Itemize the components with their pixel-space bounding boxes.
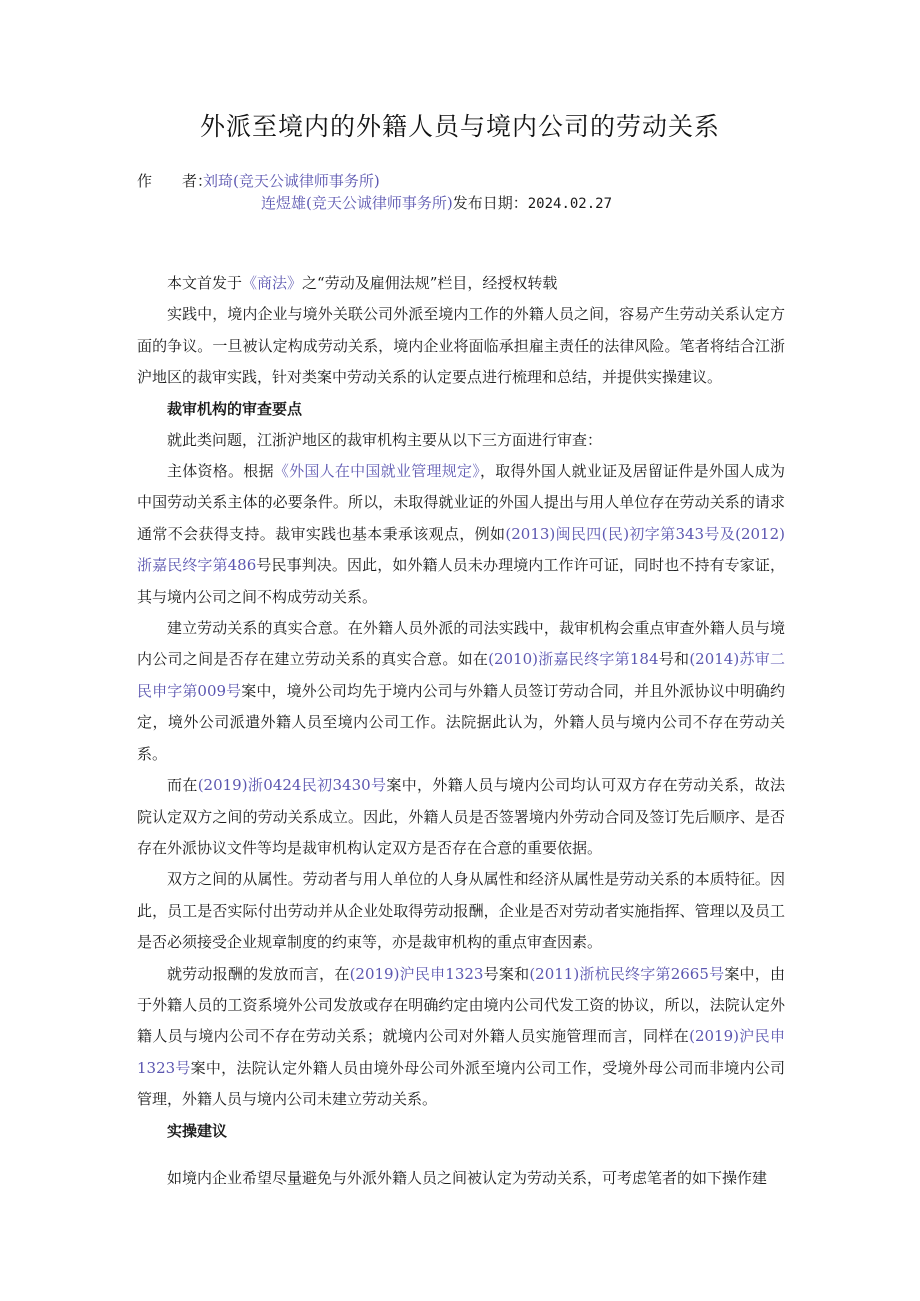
- paragraph-overview: 就此类问题，江浙沪地区的裁审机构主要从以下三方面进行审查：: [167, 430, 603, 449]
- paragraph-subject-qualification: [137, 456, 785, 613]
- source-note: [137, 268, 785, 299]
- text: 而在: [167, 776, 198, 795]
- article-meta: [137, 170, 612, 214]
- text: ，取得外国人就业证及居留证件是外国人成为中国劳动关系主体的必要条件。所以，未取得就业证的外国人提出与用人单位存在劳动关系的请求通常不会获得支持。裁审实践也基本秉承该观点，例如: [137, 462, 785, 543]
- spacer: [137, 1147, 785, 1163]
- section-heading-practice: 实操建议: [167, 1121, 228, 1140]
- author-label: 作 者：: [137, 172, 213, 190]
- case-link[interactable]: (2011)浙杭民终字第2665号: [529, 964, 725, 983]
- case-link[interactable]: (2019)沪民申1323: [349, 964, 484, 983]
- text: 号和: [658, 650, 690, 669]
- text: 案中，境外公司均先于境内公司与外籍人员签订劳动合同，并且外派协议中明确约定，境外公司派遣外籍人员至境内公司工作。法院据此认为，外籍人员与境内公司不存在劳动关系。: [137, 681, 785, 763]
- source-link[interactable]: 《商法》: [242, 274, 303, 292]
- author-row: [137, 170, 612, 192]
- paragraph-practice: 如境内企业希望尽量避免与外派外籍人员之间被认定为劳动关系，可考虑笔者的如下操作建: [167, 1168, 768, 1187]
- paragraph-remuneration: [137, 959, 785, 1116]
- intro-paragraph: 实践中，境内企业与境外关联公司外派至境内工作的外籍人员之间，容易产生劳动关系认定方面的争议。一旦被认定构成劳动关系，境内企业将面临承担雇主责任的法律风险。笔者将结合江浙沪地区的裁审实践，针对类案中劳动关系的认定要点进行梳理和总结，并提供实操建议。: [137, 305, 785, 387]
- publish-date: 2024.02.27: [527, 196, 613, 212]
- case-link[interactable]: (2019)沪民申1323号: [137, 1027, 785, 1077]
- text: 案中，由于外籍人员的工资系境外公司发放或存在明确约定由境内公司代发工资的协议，所以，法院认定外籍人员与境内公司不存在劳动关系；就境内公司对外籍人员实施管理而言，同样在: [137, 964, 785, 1046]
- author-1[interactable]: 刘琦(竞天公诚律师事务所): [203, 172, 380, 190]
- text: 号民事判决。因此，如外籍人员未办理境内工作许可证，同时也不持有专家证，其与境内公司之间不构成劳动关系。: [137, 556, 785, 606]
- text: 主体资格。根据: [167, 462, 274, 481]
- paragraph-contrast-case: [137, 770, 785, 864]
- section-heading-review: 裁审机构的审查要点: [167, 399, 303, 418]
- source-text-1: 本文首发于: [167, 274, 243, 292]
- text: 就劳动报酬的发放而言，在: [167, 964, 350, 983]
- author-date-row: [137, 192, 612, 214]
- author-2[interactable]: 连煜雄(竞天公诚律师事务所): [261, 194, 453, 212]
- paragraph-subordination: 双方之间的从属性。劳动者与用人单位的人身从属性和经济从属性是劳动关系的本质特征。因此，员工是否实际付出劳动并从企业处取得劳动报酬，企业是否对劳动者实施指挥、管理以及员工是否必须接受企业规章制度的约束等，亦是裁审机构的重点审查因素。: [137, 870, 785, 952]
- case-link[interactable]: (2010)浙嘉民终字第184: [488, 650, 659, 669]
- case-link[interactable]: (2019)浙0424民初3430号: [197, 776, 387, 795]
- text: 建立劳动关系的真实合意。在外籍人员外派的司法实践中，裁审机构会重点审查外籍人员与境内公司之间是否存在建立劳动关系的真实合意。如在: [137, 619, 785, 669]
- regulation-link[interactable]: 《外国人在中国就业管理规定》: [273, 462, 481, 481]
- source-text-2: 之“劳动及雇佣法规”栏目，经授权转载: [302, 274, 558, 292]
- page-title: 外派至境内的外籍人员与境内公司的劳动关系: [199, 112, 720, 141]
- case-link[interactable]: (2014)苏审二民申字第009号: [137, 650, 785, 700]
- paragraph-genuine-intent: [137, 613, 785, 770]
- date-label: 发布日期：: [452, 194, 528, 212]
- text: 案中，法院认定外籍人员由境外母公司外派至境内公司工作，受境外母公司而非境内公司管理，外籍人员与境内公司未建立劳动关系。: [137, 1058, 785, 1109]
- text: 号案和: [483, 964, 530, 983]
- article-body: [137, 268, 785, 1194]
- text: 案中，外籍人员与境内公司均认可双方存在劳动关系，故法院认定双方之间的劳动关系成立。因此，外籍人员是否签署境内外劳动合同及签订先后顺序、是否存在外派协议文件等均是裁审机构认定双方是否存在合意的重要依据。: [137, 776, 785, 857]
- case-link[interactable]: (2013)闽民四(民)初字第343号及(2012)浙嘉民终字第486: [137, 524, 785, 575]
